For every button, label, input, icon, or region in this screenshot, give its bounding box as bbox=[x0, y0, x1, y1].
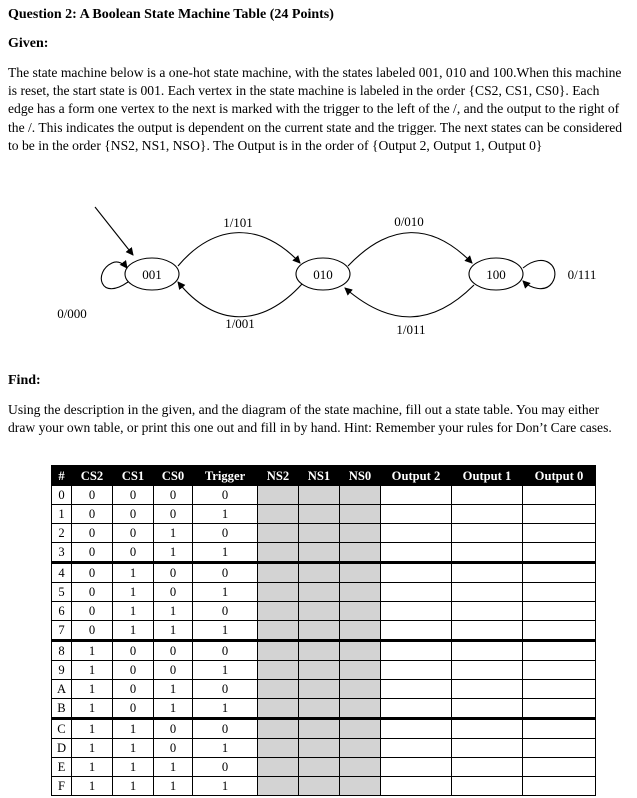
table-cell: 0 bbox=[52, 486, 72, 505]
table-cell: 0 bbox=[113, 486, 154, 505]
table-cell: 0 bbox=[72, 486, 113, 505]
table-row bbox=[52, 621, 596, 641]
label-100-to-010: 1/011 bbox=[396, 322, 426, 337]
table-cell: 1 bbox=[72, 661, 113, 680]
table-cell: 0 bbox=[113, 680, 154, 699]
table-cell: 1 bbox=[113, 777, 154, 796]
table-cell: 1 bbox=[113, 739, 154, 758]
answer-cell[interactable] bbox=[381, 583, 452, 602]
table-cell: 1 bbox=[193, 543, 258, 563]
table-cell: 0 bbox=[193, 719, 258, 739]
table-cell: 1 bbox=[113, 583, 154, 602]
answer-cell[interactable] bbox=[340, 739, 381, 758]
state-100-label: 100 bbox=[486, 267, 506, 282]
answer-cell[interactable] bbox=[523, 524, 596, 543]
label-010-to-100: 0/010 bbox=[394, 214, 424, 229]
table-row bbox=[52, 486, 596, 505]
column-header: NS0 bbox=[340, 466, 381, 486]
answer-cell[interactable] bbox=[299, 699, 340, 719]
answer-cell[interactable] bbox=[258, 602, 299, 621]
table-cell: 1 bbox=[113, 563, 154, 583]
table-cell: 0 bbox=[154, 739, 193, 758]
answer-cell[interactable] bbox=[523, 719, 596, 739]
answer-cell[interactable] bbox=[381, 543, 452, 563]
table-cell: 1 bbox=[72, 680, 113, 699]
answer-cell[interactable] bbox=[523, 661, 596, 680]
table-row bbox=[52, 699, 596, 719]
answer-cell[interactable] bbox=[381, 680, 452, 699]
table-row bbox=[52, 583, 596, 602]
answer-cell[interactable] bbox=[340, 661, 381, 680]
answer-cell[interactable] bbox=[452, 505, 523, 524]
answer-cell[interactable] bbox=[452, 543, 523, 563]
table-cell: 0 bbox=[193, 563, 258, 583]
reset-arrow bbox=[95, 207, 133, 255]
answer-cell[interactable] bbox=[340, 563, 381, 583]
answer-cell[interactable] bbox=[381, 699, 452, 719]
table-cell: 1 bbox=[193, 777, 258, 796]
answer-cell[interactable] bbox=[299, 602, 340, 621]
table-cell: 0 bbox=[72, 524, 113, 543]
table-cell: 1 bbox=[72, 641, 113, 661]
table-row bbox=[52, 602, 596, 621]
table-row bbox=[52, 641, 596, 661]
table-row bbox=[52, 563, 596, 583]
answer-cell[interactable] bbox=[299, 739, 340, 758]
answer-cell[interactable] bbox=[452, 486, 523, 505]
answer-cell[interactable] bbox=[381, 661, 452, 680]
answer-cell[interactable] bbox=[299, 621, 340, 641]
table-cell: 0 bbox=[154, 563, 193, 583]
label-001-to-010: 1/101 bbox=[223, 215, 253, 230]
table-row bbox=[52, 543, 596, 563]
answer-cell[interactable] bbox=[523, 699, 596, 719]
find-paragraph: Using the description in the given, and the diagram of the state machine, fill out a state table. You may either draw your own table, or print this one out and fill in by hand. Hint: Remember your rules for Don’t Care cases. bbox=[8, 402, 612, 436]
table-cell: 0 bbox=[72, 602, 113, 621]
table-cell: 0 bbox=[72, 583, 113, 602]
table-cell: 0 bbox=[193, 680, 258, 699]
answer-cell[interactable] bbox=[340, 758, 381, 777]
edge-100-self bbox=[523, 260, 555, 288]
column-header: CS2 bbox=[72, 466, 113, 486]
table-cell: 1 bbox=[193, 505, 258, 524]
edge-001-self bbox=[101, 262, 128, 289]
answer-cell[interactable] bbox=[299, 563, 340, 583]
table-cell: 1 bbox=[193, 739, 258, 758]
table-cell: 0 bbox=[193, 758, 258, 777]
table-cell: 1 bbox=[154, 524, 193, 543]
table-cell: 6 bbox=[52, 602, 72, 621]
table-cell: 1 bbox=[113, 621, 154, 641]
label-010-to-001: 1/001 bbox=[225, 316, 255, 331]
answer-cell[interactable] bbox=[258, 563, 299, 583]
state-001-label: 001 bbox=[142, 267, 162, 282]
answer-cell[interactable] bbox=[340, 680, 381, 699]
column-header: Trigger bbox=[193, 466, 258, 486]
answer-cell[interactable] bbox=[381, 777, 452, 796]
answer-cell[interactable] bbox=[523, 486, 596, 505]
table-cell: 0 bbox=[113, 699, 154, 719]
table-cell: 1 bbox=[154, 777, 193, 796]
table-cell: 5 bbox=[52, 583, 72, 602]
answer-cell[interactable] bbox=[340, 699, 381, 719]
answer-cell[interactable] bbox=[452, 758, 523, 777]
answer-cell[interactable] bbox=[299, 583, 340, 602]
table-row bbox=[52, 680, 596, 699]
answer-cell[interactable] bbox=[258, 543, 299, 563]
table-cell: 1 bbox=[154, 602, 193, 621]
answer-cell[interactable] bbox=[299, 661, 340, 680]
answer-cell[interactable] bbox=[340, 602, 381, 621]
answer-cell[interactable] bbox=[523, 758, 596, 777]
table-cell: 0 bbox=[72, 621, 113, 641]
answer-cell[interactable] bbox=[299, 719, 340, 739]
answer-cell[interactable] bbox=[340, 486, 381, 505]
table-cell: 1 bbox=[154, 699, 193, 719]
table-cell: 0 bbox=[193, 641, 258, 661]
table-cell: 0 bbox=[113, 641, 154, 661]
answer-cell[interactable] bbox=[523, 680, 596, 699]
table-header-row bbox=[52, 466, 596, 486]
answer-cell[interactable] bbox=[340, 505, 381, 524]
answer-cell[interactable] bbox=[381, 486, 452, 505]
table-cell: 7 bbox=[52, 621, 72, 641]
table-cell: 1 bbox=[72, 777, 113, 796]
table-cell: 0 bbox=[113, 543, 154, 563]
table-cell: 0 bbox=[72, 563, 113, 583]
answer-cell[interactable] bbox=[381, 524, 452, 543]
answer-cell[interactable] bbox=[452, 680, 523, 699]
answer-cell[interactable] bbox=[299, 758, 340, 777]
table-row bbox=[52, 739, 596, 758]
table-cell: 1 bbox=[193, 661, 258, 680]
table-cell: 0 bbox=[113, 661, 154, 680]
table-cell: 9 bbox=[52, 661, 72, 680]
table-cell: 0 bbox=[154, 719, 193, 739]
answer-cell[interactable] bbox=[452, 602, 523, 621]
state-machine-diagram bbox=[0, 195, 637, 355]
answer-cell[interactable] bbox=[452, 699, 523, 719]
answer-cell[interactable] bbox=[299, 543, 340, 563]
answer-cell[interactable] bbox=[299, 777, 340, 796]
answer-cell[interactable] bbox=[258, 583, 299, 602]
question-title: Question 2: A Boolean State Machine Table (24 Points) bbox=[8, 7, 334, 22]
answer-cell[interactable] bbox=[452, 777, 523, 796]
label-100-self: 0/111 bbox=[567, 267, 597, 282]
answer-cell[interactable] bbox=[258, 719, 299, 739]
table-cell: 1 bbox=[72, 699, 113, 719]
answer-cell[interactable] bbox=[452, 583, 523, 602]
answer-cell[interactable] bbox=[523, 621, 596, 641]
table-cell: 1 bbox=[72, 739, 113, 758]
table-cell: 1 bbox=[154, 543, 193, 563]
answer-cell[interactable] bbox=[523, 583, 596, 602]
table-cell: 0 bbox=[193, 524, 258, 543]
column-header: NS2 bbox=[258, 466, 299, 486]
answer-cell[interactable] bbox=[340, 583, 381, 602]
table-cell: 1 bbox=[52, 505, 72, 524]
table-cell: 1 bbox=[72, 719, 113, 739]
table-cell: C bbox=[52, 719, 72, 739]
table-cell: 1 bbox=[154, 758, 193, 777]
answer-cell[interactable] bbox=[258, 680, 299, 699]
answer-cell[interactable] bbox=[258, 505, 299, 524]
table-cell: 0 bbox=[154, 505, 193, 524]
table-cell: 1 bbox=[113, 602, 154, 621]
answer-cell[interactable] bbox=[381, 602, 452, 621]
table-cell: 2 bbox=[52, 524, 72, 543]
answer-cell[interactable] bbox=[258, 524, 299, 543]
answer-cell[interactable] bbox=[452, 563, 523, 583]
answer-cell[interactable] bbox=[523, 777, 596, 796]
table-cell: 0 bbox=[113, 524, 154, 543]
table-cell: 0 bbox=[193, 486, 258, 505]
answer-cell[interactable] bbox=[381, 758, 452, 777]
answer-cell[interactable] bbox=[523, 563, 596, 583]
given-heading: Given: bbox=[8, 36, 49, 51]
label-001-self: 0/000 bbox=[57, 306, 87, 321]
answer-cell[interactable] bbox=[340, 524, 381, 543]
answer-cell[interactable] bbox=[523, 543, 596, 563]
column-header: Output 0 bbox=[523, 466, 596, 486]
table-cell: 1 bbox=[154, 621, 193, 641]
answer-cell[interactable] bbox=[452, 719, 523, 739]
table-cell: 1 bbox=[113, 719, 154, 739]
answer-cell[interactable] bbox=[340, 543, 381, 563]
answer-cell[interactable] bbox=[258, 777, 299, 796]
answer-cell[interactable] bbox=[340, 641, 381, 661]
table-cell: 4 bbox=[52, 563, 72, 583]
table-cell: 0 bbox=[193, 602, 258, 621]
answer-cell[interactable] bbox=[340, 621, 381, 641]
edge-100-to-010 bbox=[345, 285, 474, 317]
answer-cell[interactable] bbox=[299, 641, 340, 661]
table-cell: 0 bbox=[113, 505, 154, 524]
answer-cell[interactable] bbox=[258, 641, 299, 661]
answer-cell[interactable] bbox=[452, 524, 523, 543]
table-cell: 0 bbox=[72, 505, 113, 524]
answer-cell[interactable] bbox=[523, 641, 596, 661]
column-header: # bbox=[52, 466, 72, 486]
answer-cell[interactable] bbox=[381, 621, 452, 641]
table-cell: 0 bbox=[72, 543, 113, 563]
answer-cell[interactable] bbox=[258, 621, 299, 641]
table-cell: 1 bbox=[72, 758, 113, 777]
answer-cell[interactable] bbox=[299, 680, 340, 699]
table-cell: 0 bbox=[154, 641, 193, 661]
table-row bbox=[52, 777, 596, 796]
column-header: NS1 bbox=[299, 466, 340, 486]
table-row bbox=[52, 758, 596, 777]
edge-001-to-010 bbox=[178, 233, 300, 266]
table-cell: 1 bbox=[193, 699, 258, 719]
answer-cell[interactable] bbox=[258, 486, 299, 505]
answer-cell[interactable] bbox=[340, 719, 381, 739]
table-row bbox=[52, 661, 596, 680]
table-cell: 1 bbox=[113, 758, 154, 777]
answer-cell[interactable] bbox=[452, 661, 523, 680]
answer-cell[interactable] bbox=[523, 602, 596, 621]
table-cell: 1 bbox=[193, 583, 258, 602]
table-row bbox=[52, 524, 596, 543]
column-header: Output 2 bbox=[381, 466, 452, 486]
table-cell: 0 bbox=[154, 583, 193, 602]
answer-cell[interactable] bbox=[523, 739, 596, 758]
table-cell: 1 bbox=[193, 621, 258, 641]
answer-cell[interactable] bbox=[381, 563, 452, 583]
answer-cell[interactable] bbox=[258, 758, 299, 777]
given-paragraph: The state machine below is a one-hot state machine, with the states labeled 001, 010 and 100.When this machine is reset, the start state is 001. Each vertex in the state machine is labeled in the order {CS2, CS1, CS0}. Each edge has a form one vertex to the next is marked with the trigger to the left of the /, and the output to the right of the /. This indicates the output is dependent on the current state and the trigger. The next states can be considered to be in the order {NS2, NS1, NSO}. The Output is in the order of {Output 2, Output 1, Output 0} bbox=[8, 65, 623, 153]
answer-cell[interactable] bbox=[299, 505, 340, 524]
table-cell: A bbox=[52, 680, 72, 699]
answer-cell[interactable] bbox=[381, 505, 452, 524]
answer-cell[interactable] bbox=[381, 739, 452, 758]
answer-cell[interactable] bbox=[381, 641, 452, 661]
answer-cell[interactable] bbox=[340, 777, 381, 796]
column-header: CS1 bbox=[113, 466, 154, 486]
state-table bbox=[51, 465, 596, 796]
table-cell: 1 bbox=[154, 680, 193, 699]
answer-cell[interactable] bbox=[258, 699, 299, 719]
table-cell: 8 bbox=[52, 641, 72, 661]
column-header: CS0 bbox=[154, 466, 193, 486]
state-010-label: 010 bbox=[313, 267, 333, 282]
answer-cell[interactable] bbox=[299, 524, 340, 543]
state-table-container bbox=[51, 465, 596, 796]
table-cell: D bbox=[52, 739, 72, 758]
table-cell: B bbox=[52, 699, 72, 719]
answer-cell[interactable] bbox=[381, 719, 452, 739]
table-cell: 3 bbox=[52, 543, 72, 563]
answer-cell[interactable] bbox=[452, 621, 523, 641]
answer-cell[interactable] bbox=[452, 641, 523, 661]
column-header: Output 1 bbox=[452, 466, 523, 486]
answer-cell[interactable] bbox=[452, 739, 523, 758]
table-cell: 0 bbox=[154, 661, 193, 680]
table-row bbox=[52, 505, 596, 524]
table-cell: 0 bbox=[154, 486, 193, 505]
answer-cell[interactable] bbox=[258, 739, 299, 758]
find-heading: Find: bbox=[8, 373, 41, 388]
answer-cell[interactable] bbox=[299, 486, 340, 505]
answer-cell[interactable] bbox=[523, 505, 596, 524]
table-cell: E bbox=[52, 758, 72, 777]
edge-010-to-100 bbox=[348, 233, 472, 266]
edge-010-to-001 bbox=[178, 282, 302, 317]
table-cell: F bbox=[52, 777, 72, 796]
answer-cell[interactable] bbox=[258, 661, 299, 680]
table-row bbox=[52, 719, 596, 739]
